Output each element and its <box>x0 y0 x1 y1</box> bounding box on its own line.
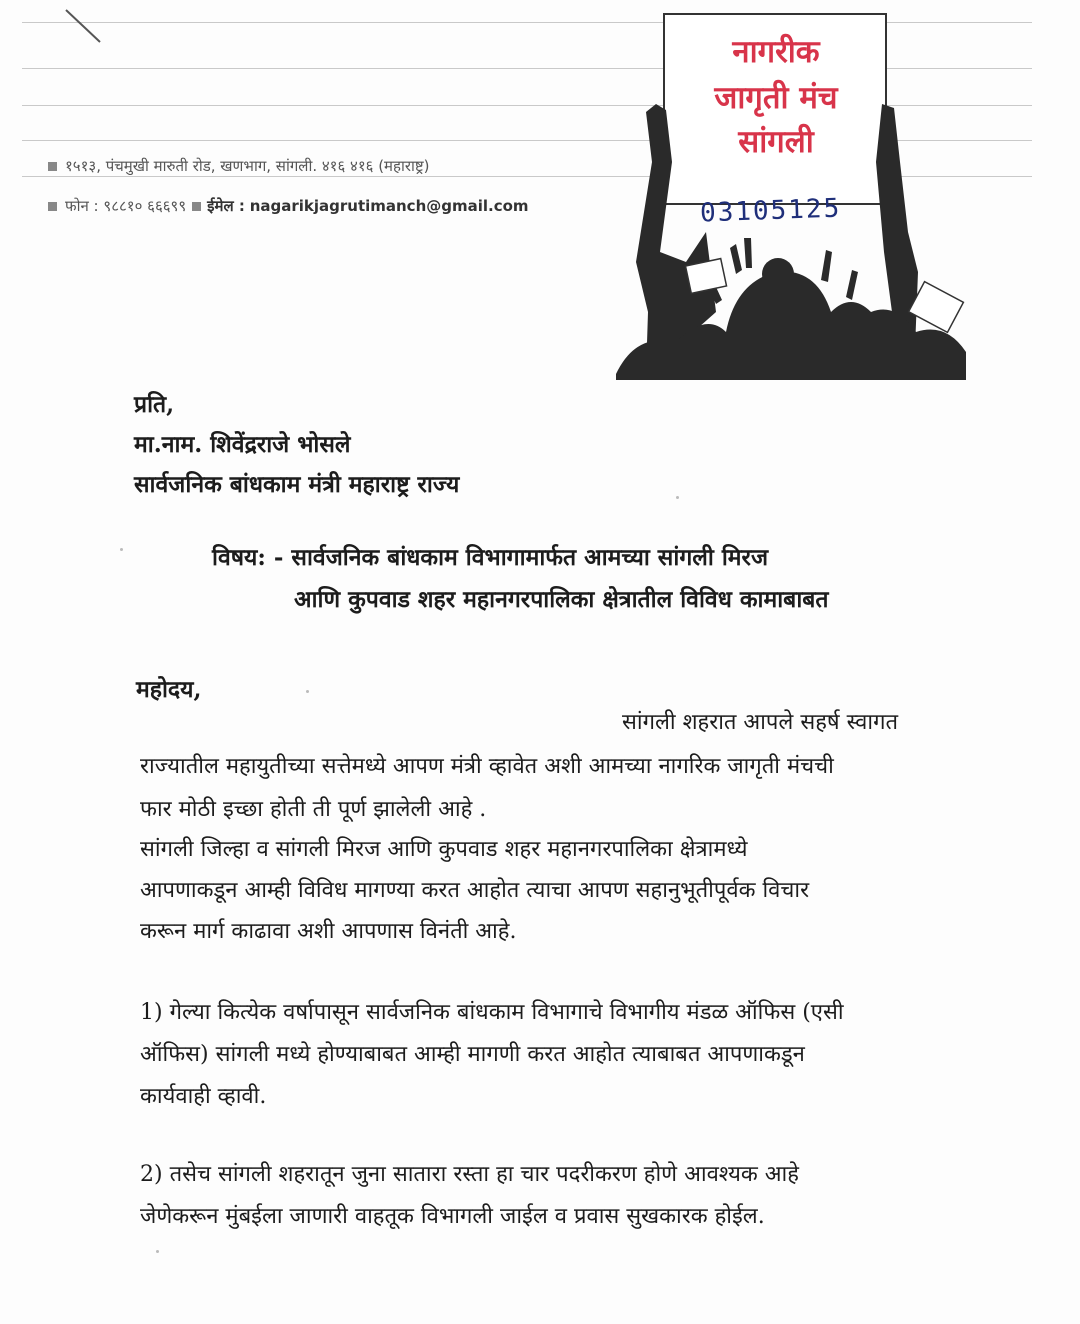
email-label: ईमेल : <box>207 197 245 215</box>
logo-title-line2: जागृती मंच <box>714 80 838 116</box>
recipient-block <box>134 385 459 505</box>
paper-speck <box>676 496 679 499</box>
salutation: महोदय, <box>136 676 202 703</box>
body-line: आपणाकडून आम्ही विविध मागण्या करत आहोत त्याचा आपण सहानुभूतीपूर्वक विचार <box>140 878 810 903</box>
point-1-line: कार्यवाही व्हावी. <box>140 1084 267 1109</box>
recipient-designation: सार्वजनिक बांधकाम मंत्री महाराष्ट्र राज्य <box>134 471 460 498</box>
welcome-line: सांगली शहरात आपले सहर्ष स्वागत <box>622 710 899 735</box>
logo-title-line1: नागरीक <box>732 34 820 70</box>
pen-stroke-mark <box>64 6 104 46</box>
point-1-line: 1) गेल्या कित्येक वर्षापासून सार्वजनिक बांधकाम विभागाचे विभागीय मंडळ ऑफिस (एसी <box>140 1000 844 1025</box>
phone-label: फोन : <box>65 197 99 215</box>
paper-speck <box>156 1250 159 1253</box>
subject-line1: विषय: - सार्वजनिक बांधकाम विभागामार्फत आमच्या सांगली मिरज <box>212 544 769 571</box>
point-2-line: जेणेकरून मुंबईला जाणारी वाहतूक विभागली जाईल व प्रवास सुखकारक होईल. <box>140 1204 765 1229</box>
point-1-line: ऑफिस) सांगली मध्ये होण्याबाबत आम्ही मागणी करत आहोत त्याबाबत आपणाकडून <box>140 1042 805 1067</box>
address-text: १५१३, पंचमुखी मारुती रोड, खणभाग, सांगली. ४१६ ४१६ (महाराष्ट्र) <box>65 157 430 175</box>
bullet-square-icon <box>48 162 57 171</box>
address-line <box>48 156 430 176</box>
bullet-square-icon <box>48 202 57 211</box>
body-line: फार मोठी इच्छा होती ती पूर्ण झालेली आहे . <box>140 797 487 822</box>
phone-number: ९८८१० ६६६९९ <box>103 197 187 215</box>
email-address: nagarikjagrutimanch@gmail.com <box>249 197 529 215</box>
recipient-salutation: प्रति, <box>134 391 175 418</box>
paper-speck <box>306 690 309 693</box>
paper-speck <box>120 548 123 551</box>
body-line: राज्यातील महायुतीच्या सत्तेमध्ये आपण मंत्री व्हावेत अशी आमच्या नागरिक जागृती मंचची <box>140 754 834 779</box>
body-line: सांगली जिल्हा व सांगली मिरज आणि कुपवाड शहर महानगरपालिका क्षेत्रामध्ये <box>140 837 748 862</box>
point-2-line: 2) तसेच सांगली शहरातून जुना सातारा रस्ता हा चार पदरीकरण होणे आवश्यक आहे <box>140 1162 799 1187</box>
contact-line <box>48 196 529 216</box>
logo-title-line3: सांगली <box>738 124 814 160</box>
recipient-name: मा.नाम. शिवेंद्रराजे भोसले <box>134 431 351 458</box>
handwritten-date: 03105125 <box>699 193 842 229</box>
subject-line2: आणि कुपवाड शहर महानगरपालिका क्षेत्रातील विविध कामाबाबत <box>294 586 829 613</box>
bullet-square-icon <box>192 202 201 211</box>
body-line: करून मार्ग काढावा अशी आपणास विनंती आहे. <box>140 919 517 944</box>
